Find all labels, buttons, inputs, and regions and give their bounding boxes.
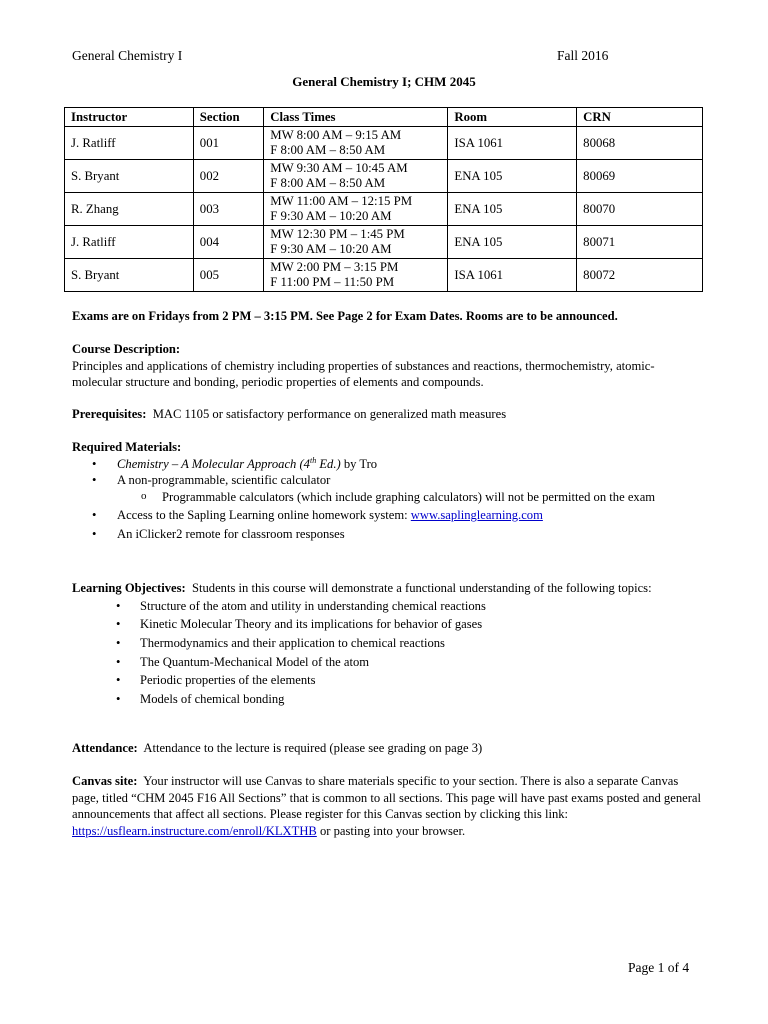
list-item: • Structure of the atom and utility in understanding chemical reactions <box>72 598 702 617</box>
learning-objectives-heading: Learning Objectives: <box>72 581 186 595</box>
list-item: • The Quantum-Mechanical Model of the atom <box>72 654 702 673</box>
textbook-author: by Tro <box>340 456 378 471</box>
header-course: General Chemistry I <box>72 48 183 63</box>
class-time-mw: MW 2:00 PM – 3:15 PM <box>270 260 399 274</box>
cell-class-times <box>264 226 448 259</box>
cell-instructor: S. Bryant <box>65 160 194 193</box>
class-time-f: F 8:00 AM – 8:50 AM <box>270 143 386 157</box>
table-row <box>65 193 703 226</box>
list-item: • Models of chemical bonding <box>72 691 702 710</box>
cell-class-times <box>264 160 448 193</box>
prerequisites-section <box>72 406 702 423</box>
cell-section: 002 <box>193 160 263 193</box>
list-item: • Access to the Sapling Learning online homework system: www.saplinglearning.com <box>72 507 702 524</box>
cell-crn: 80072 <box>577 259 703 292</box>
table-row <box>65 226 703 259</box>
canvas-section <box>72 773 702 839</box>
materials-list <box>72 456 702 543</box>
attendance-text: Attendance to the lecture is required (please see grading on page 3) <box>143 741 483 755</box>
cell-section: 001 <box>193 127 263 160</box>
calculator-sublist <box>117 489 702 506</box>
cell-room: ISA 1061 <box>448 127 577 160</box>
learning-objectives-intro: Learning Objectives: Students in this course will demonstrate a functional understanding of the following topics: <box>72 581 652 595</box>
column-header-room: Room <box>448 108 577 127</box>
textbook-title: Chemistry – A Molecular Approach (4th Ed.) <box>117 455 341 471</box>
table-header-row <box>65 108 703 127</box>
cell-instructor: R. Zhang <box>65 193 194 226</box>
column-header-crn: CRN <box>577 108 703 127</box>
required-materials-section <box>72 439 702 542</box>
canvas-enroll-link[interactable]: https://usflearn.instructure.com/enroll/KLXTHB <box>72 823 317 838</box>
class-time-f: F 9:30 AM – 10:20 AM <box>270 209 392 223</box>
class-time-f: F 8:00 AM – 8:50 AM <box>270 176 386 190</box>
list-item: • A non-programmable, scientific calculator o Programmable calculators (which include graphing calculators) will not be permitted on the exam <box>72 472 702 505</box>
exams-note: Exams are on Fridays from 2 PM – 3:15 PM. See Page 2 for Exam Dates. Rooms are to be announced. <box>72 309 618 323</box>
cell-crn: 80070 <box>577 193 703 226</box>
cell-class-times <box>264 127 448 160</box>
attendance-section <box>72 740 702 757</box>
cell-class-times <box>264 259 448 292</box>
course-description-section <box>72 341 702 391</box>
list-item: • Kinetic Molecular Theory and its implications for behavior of gases <box>72 616 702 635</box>
course-description-text: Principles and applications of chemistry including properties of substances and reactions, thermochemistry, atomic-molecular structure and bonding, periodic properties of elements and compounds. <box>72 358 655 389</box>
class-time-mw: MW 9:30 AM – 10:45 AM <box>270 161 408 175</box>
cell-class-times <box>264 193 448 226</box>
class-time-f: F 9:30 AM – 10:20 AM <box>270 242 392 256</box>
cell-instructor: J. Ratliff <box>65 226 194 259</box>
sapling-learning-link[interactable]: www.saplinglearning.com <box>410 508 543 522</box>
class-time-mw: MW 8:00 AM – 9:15 AM <box>270 128 402 142</box>
column-header-section: Section <box>193 108 263 127</box>
prerequisites-text: MAC 1105 or satisfactory performance on generalized math measures <box>152 407 507 421</box>
list-item <box>72 456 702 473</box>
table-row <box>65 160 703 193</box>
table-row <box>65 127 703 160</box>
prerequisites-heading: Prerequisites: <box>72 407 147 421</box>
course-description-heading: Course Description: <box>72 342 181 356</box>
cell-crn: 80069 <box>577 160 703 193</box>
canvas-text-after: or pasting into your browser. <box>316 823 466 838</box>
cell-instructor: S. Bryant <box>65 259 194 292</box>
class-time-f: F 11:00 PM – 11:50 PM <box>270 275 395 289</box>
canvas-text: Your instructor will use Canvas to share materials specific to your section. There is also a separate Canvas page, titled “CHM 2045 F16 All Sections” that is common to all sections. This page will have past exams posted and general announcements that affect all sections. Please register for this Canvas section by clicking this link: <box>72 774 701 821</box>
table-row <box>65 259 703 292</box>
list-item: • Thermodynamics and their application to chemical reactions <box>72 635 702 654</box>
cell-section: 003 <box>193 193 263 226</box>
cell-room: ENA 105 <box>448 226 577 259</box>
objectives-list <box>72 598 702 710</box>
list-item: • An iClicker2 remote for classroom responses <box>72 526 702 543</box>
list-item: o Programmable calculators (which include graphing calculators) will not be permitted on the exam <box>117 489 702 506</box>
page-number: Page 1 of 4 <box>628 960 690 975</box>
cell-section: 004 <box>193 226 263 259</box>
header-term: Fall 2016 <box>557 48 609 63</box>
cell-crn: 80068 <box>577 127 703 160</box>
cell-section: 005 <box>193 259 263 292</box>
cell-room: ENA 105 <box>448 160 577 193</box>
learning-objectives-section <box>72 580 702 710</box>
cell-instructor: J. Ratliff <box>65 127 194 160</box>
cell-crn: 80071 <box>577 226 703 259</box>
class-time-mw: MW 11:00 AM – 12:15 PM <box>270 194 413 208</box>
list-item: • Periodic properties of the elements <box>72 672 702 691</box>
cell-room: ISA 1061 <box>448 259 577 292</box>
sections-table <box>64 107 703 292</box>
canvas-heading: Canvas site: <box>72 774 138 788</box>
attendance-heading: Attendance: <box>72 741 138 755</box>
column-header-instructor: Instructor <box>65 108 194 127</box>
cell-room: ENA 105 <box>448 193 577 226</box>
required-materials-heading: Required Materials: <box>72 440 182 454</box>
class-time-mw: MW 12:30 PM – 1:45 PM <box>270 227 405 241</box>
document-title: General Chemistry I; CHM 2045 <box>292 74 476 89</box>
column-header-class-times: Class Times <box>264 108 448 127</box>
